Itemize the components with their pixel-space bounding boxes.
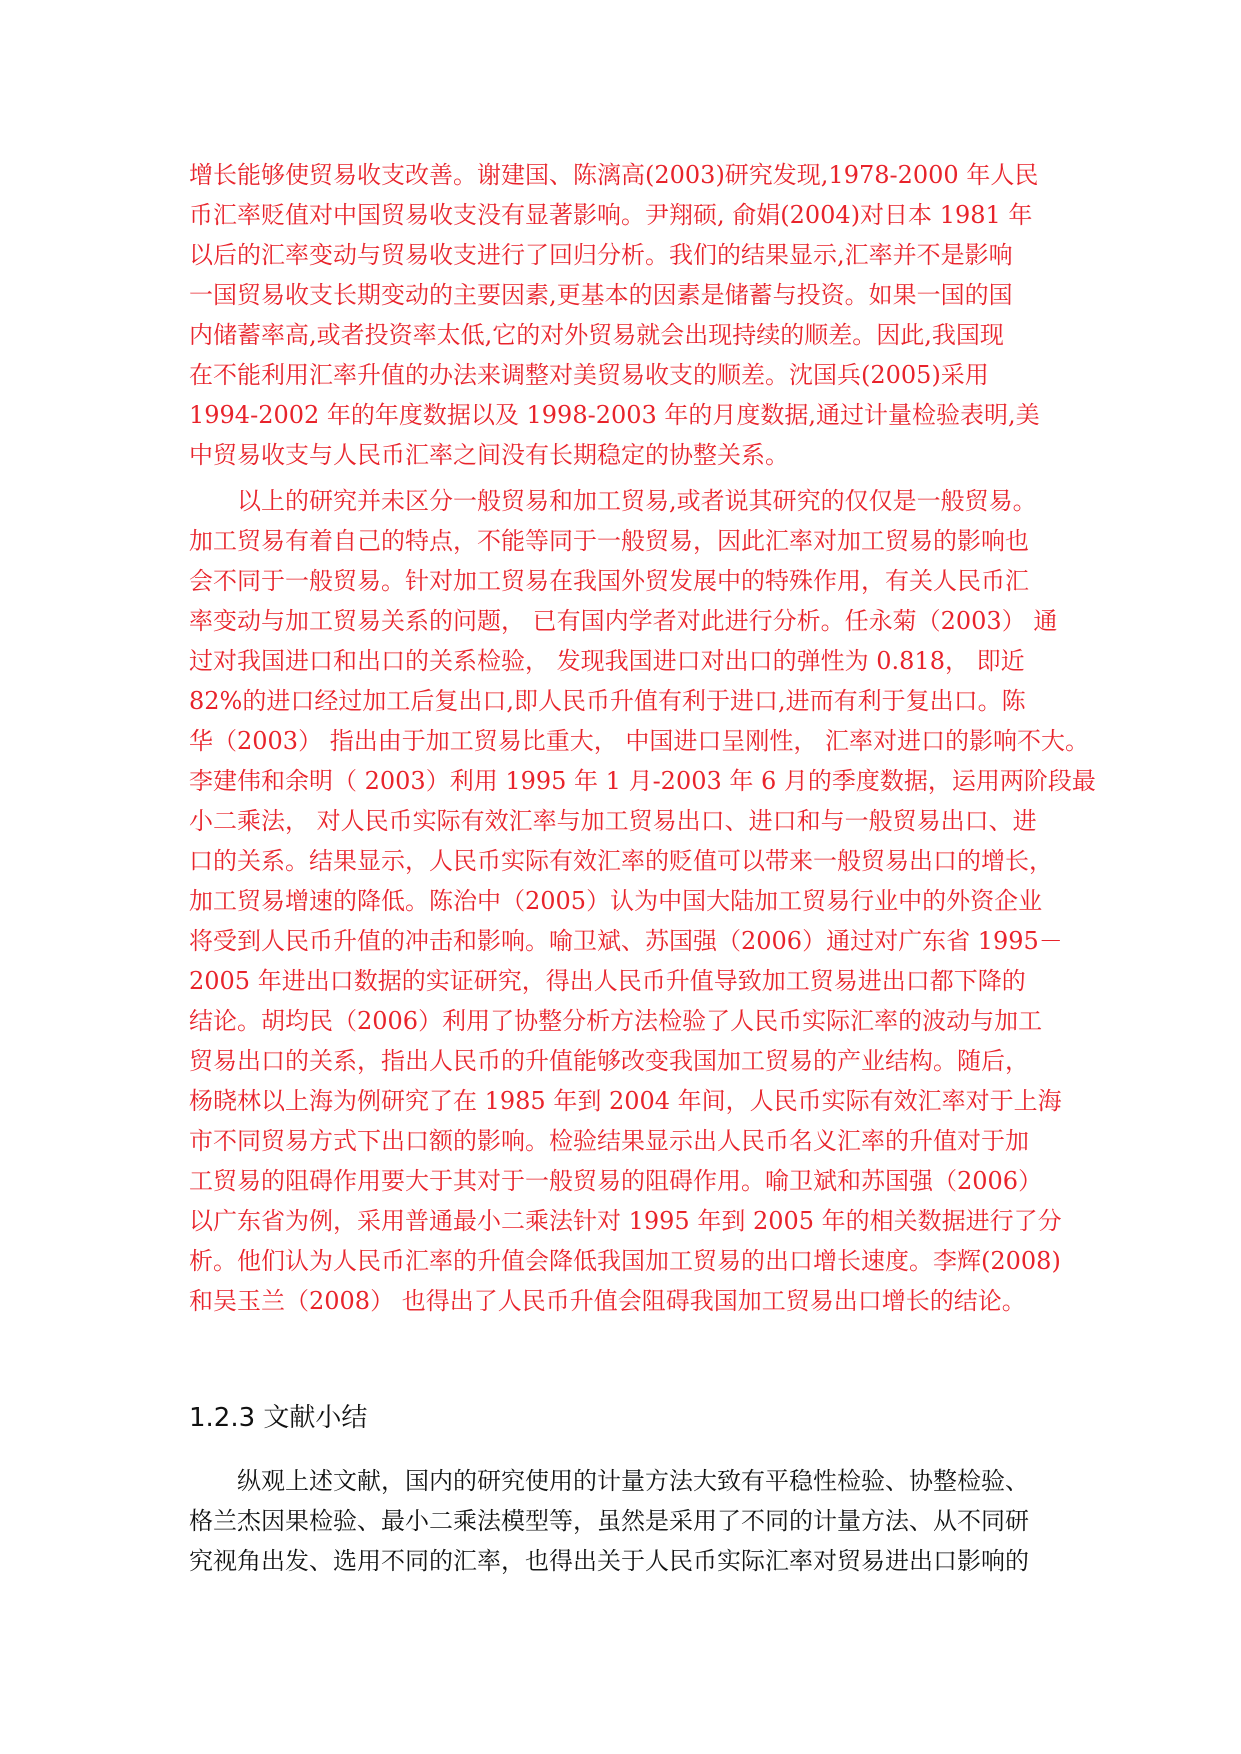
red-line-29: 和吴玉兰（2008） 也得出了人民币升值会阻碍我国加工贸易出口增长的结论。 [189, 1287, 1026, 1315]
section-heading: 1.2.3 文献小结 [189, 1403, 368, 1433]
black-line-3: 究视角出发、选用不同的汇率，也得出关于人民币实际汇率对贸易进出口影响的 [189, 1547, 1029, 1575]
black-line-1: 纵观上述文献，国内的研究使用的计量方法大致有平稳性检验、协整检验、 [237, 1467, 1029, 1495]
red-line-17: 小二乘法， 对人民币实际有效汇率与加工贸易出口、进口和与一般贸易出口、进 [189, 807, 1037, 835]
red-line-9: 以上的研究并未区分一般贸易和加工贸易,或者说其研究的仅仅是一般贸易。 [237, 487, 1037, 515]
red-line-2: 币汇率贬值对中国贸易收支没有显著影响。尹翔硕, 俞娟(2004)对日本 1981 年 [189, 201, 1033, 229]
red-line-25: 市不同贸易方式下出口额的影响。检验结果显示出人民币名义汇率的升值对于加 [189, 1127, 1029, 1155]
red-line-15: 华（2003） 指出由于加工贸易比重大， 中国进口呈刚性， 汇率对进口的影响不大。 [189, 727, 1089, 755]
black-line-2: 格兰杰因果检验、最小二乘法模型等，虽然是采用了不同的计量方法、从不同研 [189, 1507, 1029, 1535]
red-line-24: 杨晓林以上海为例研究了在 1985 年到 2004 年间，人民币实际有效汇率对于上海 [189, 1087, 1062, 1115]
red-line-4: 一国贸易收支长期变动的主要因素,更基本的因素是储蓄与投资。如果一国的国 [189, 281, 1013, 309]
red-line-13: 过对我国进口和出口的关系检验， 发现我国进口对出口的弹性为 0.818， 即近 [189, 647, 1025, 675]
red-line-12: 率变动与加工贸易关系的问题， 已有国内学者对此进行分析。任永菊（2003） 通 [189, 607, 1058, 635]
red-line-7: 1994-2002 年的年度数据以及 1998-2003 年的月度数据,通过计量检验表明,美 [189, 401, 1040, 429]
red-line-19: 加工贸易增速的降低。陈治中（2005）认为中国大陆加工贸易行业中的外资企业 [189, 887, 1043, 915]
red-line-27: 以广东省为例，采用普通最小二乘法针对 1995 年到 2005 年的相关数据进行了分 [189, 1207, 1062, 1235]
red-line-22: 结论。胡均民（2006）利用了协整分析方法检验了人民币实际汇率的波动与加工 [189, 1007, 1043, 1035]
red-line-6: 在不能利用汇率升值的办法来调整对美贸易收支的顺差。沈国兵(2005)采用 [189, 361, 989, 389]
red-line-20: 将受到人民币升值的冲击和影响。喻卫斌、苏国强（2006）通过对广东省 1995－ [189, 927, 1063, 955]
red-line-16: 李建伟和余明（ 2003）利用 1995 年 1 月-2003 年 6 月的季度数据，运用两阶段最 [189, 767, 1096, 795]
red-line-14: 82%的进口经过加工后复出口,即人民币升值有利于进口,进而有利于复出口。陈 [189, 687, 1026, 715]
red-line-10: 加工贸易有着自己的特点，不能等同于一般贸易，因此汇率对加工贸易的影响也 [189, 527, 1029, 555]
red-line-3: 以后的汇率变动与贸易收支进行了回归分析。我们的结果显示,汇率并不是影响 [189, 241, 1013, 269]
red-line-23: 贸易出口的关系，指出人民币的升值能够改变我国加工贸易的产业结构。随后， [189, 1047, 1029, 1075]
red-line-8: 中贸易收支与人民币汇率之间没有长期稳定的协整关系。 [189, 441, 789, 469]
red-line-11: 会不同于一般贸易。针对加工贸易在我国外贸发展中的特殊作用，有关人民币汇 [189, 567, 1029, 595]
red-line-21: 2005 年进出口数据的实证研究，得出人民币升值导致加工贸易进出口都下降的 [189, 967, 1026, 995]
red-line-5: 内储蓄率高,或者投资率太低,它的对外贸易就会出现持续的顺差。因此,我国现 [189, 321, 1004, 349]
red-line-26: 工贸易的阻碍作用要大于其对于一般贸易的阻碍作用。喻卫斌和苏国强（2006） [189, 1167, 1043, 1195]
red-line-18: 口的关系。结果显示，人民币实际有效汇率的贬值可以带来一般贸易出口的增长， [189, 847, 1053, 875]
red-line-28: 析。他们认为人民币汇率的升值会降低我国加工贸易的出口增长速度。李辉(2008) [189, 1247, 1061, 1275]
red-line-1: 增长能够使贸易收支改善。谢建国、陈漓高(2003)研究发现,1978-2000 年人民 [189, 161, 1039, 189]
